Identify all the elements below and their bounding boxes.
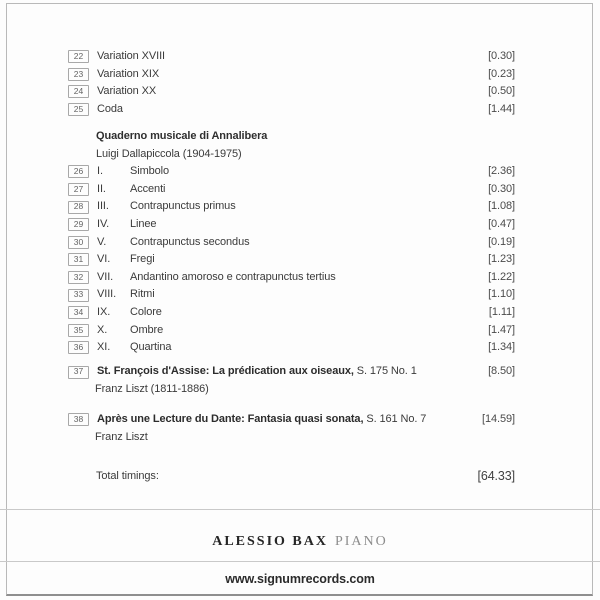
total-timings-label: Total timings: [96, 470, 159, 483]
track-time: [1.11] [488, 305, 515, 318]
track-list-top [68, 48, 515, 118]
movement-numeral: IV. [97, 217, 110, 230]
track-title: Ritmi [130, 288, 155, 301]
track-number: 30 [73, 236, 84, 247]
track-number-box [68, 289, 89, 302]
track-title: Simbolo [130, 165, 170, 178]
track-time: [1.22] [488, 270, 515, 283]
artist-band [0, 524, 600, 560]
track-title-catalog: S. 175 No. 1 [353, 365, 417, 378]
track-row [68, 66, 515, 84]
track-time: [8.50] [488, 365, 515, 378]
track-number-box [68, 324, 89, 337]
track-title: Fregi [130, 253, 155, 266]
track-number-box [68, 165, 89, 178]
track-title: Variation XVIII [97, 50, 165, 62]
track-time: [0.19] [488, 235, 515, 248]
track-title: Contrapunctus primus [130, 200, 236, 213]
total-timings-row [96, 468, 515, 486]
track-time: [14.59] [482, 412, 515, 425]
movement-numeral: X. [97, 323, 108, 336]
track-number: 33 [73, 289, 84, 300]
movement-numeral: V. [97, 235, 107, 248]
track-row [68, 234, 515, 252]
movement-numeral: IX. [97, 305, 111, 318]
work-header [96, 128, 515, 163]
track-time: [0.30] [488, 50, 515, 62]
movement-numeral: III. [97, 200, 109, 213]
track-row [68, 251, 515, 269]
track-number: 24 [73, 86, 84, 97]
track-number-box [68, 271, 89, 284]
track-composer: Franz Liszt (1811-1886) [95, 383, 209, 396]
track-number: 36 [73, 342, 84, 353]
track-title: Quartina [130, 341, 172, 354]
track-time: [1.08] [488, 200, 515, 213]
track-number-box [68, 341, 89, 354]
track-row [68, 411, 515, 429]
track-number-box [68, 236, 89, 249]
movement-numeral: VII. [97, 270, 114, 283]
track-number-box [68, 50, 89, 63]
track-row [68, 363, 515, 381]
track-title: Variation XX [97, 85, 157, 98]
track-title [97, 411, 426, 429]
track-number: 26 [73, 166, 84, 177]
track-time: [1.23] [488, 253, 515, 266]
website-url: www.signumrecords.com [225, 571, 375, 586]
track-number-box [68, 201, 89, 214]
track-number-box [68, 253, 89, 266]
track-row [68, 101, 515, 119]
track-row [68, 198, 515, 216]
track-number: 37 [73, 366, 84, 377]
work-title: Quaderno musicale di Annalibera [96, 129, 268, 142]
track-number: 25 [73, 103, 84, 114]
track-number: 31 [73, 254, 84, 265]
track-number-box [68, 85, 89, 98]
track-row [68, 269, 515, 287]
track-title [97, 363, 417, 381]
track-time: [1.44] [488, 102, 515, 115]
track-row [68, 286, 515, 304]
total-timings-value: [64.33] [477, 469, 515, 484]
featured-track [68, 411, 515, 446]
track-time: [1.34] [488, 341, 515, 354]
track-number: 28 [73, 201, 84, 212]
track-title-catalog: S. 161 No. 7 [363, 412, 427, 425]
track-row [68, 163, 515, 181]
track-title: Colore [130, 305, 162, 318]
website-band [0, 562, 600, 595]
track-row [68, 181, 515, 199]
track-row [68, 304, 515, 322]
track-number: 23 [73, 68, 84, 79]
track-number: 29 [73, 218, 84, 229]
track-number: 22 [73, 51, 84, 61]
track-row [68, 48, 515, 66]
track-time: [0.23] [488, 67, 515, 80]
track-number: 38 [73, 413, 84, 424]
movement-numeral: I. [97, 165, 103, 178]
movement-numeral: VIII. [97, 288, 117, 301]
track-title-main: St. François d'Assise: La prédication aux oiseaux, [97, 365, 354, 378]
track-title: Variation XIX [97, 67, 160, 80]
track-number: 34 [73, 306, 84, 317]
track-row [68, 339, 515, 357]
track-row [68, 322, 515, 340]
track-title-main: Après une Lecture du Dante: Fantasia quasi sonata, [97, 412, 364, 425]
artist-role: PIANO [334, 534, 388, 549]
track-number-box [68, 68, 89, 81]
track-number-box [68, 218, 89, 231]
track-time: [0.50] [488, 85, 515, 98]
track-time: [1.47] [488, 323, 515, 336]
track-time: [0.47] [488, 217, 515, 230]
track-time: [2.36] [488, 165, 515, 178]
featured-tracks [68, 363, 515, 446]
track-number: 32 [73, 271, 84, 282]
track-number-box [68, 413, 89, 426]
divider-above-artist [0, 509, 600, 510]
track-title: Ombre [130, 323, 164, 336]
track-number-box [68, 366, 89, 379]
movement-numeral: XI. [97, 341, 111, 354]
track-title: Andantino amoroso e contrapunctus tertius [130, 270, 336, 283]
featured-track [68, 363, 515, 398]
work-composer: Luigi Dallapiccola (1904-1975) [96, 147, 242, 160]
track-number-box [68, 103, 89, 116]
track-composer: Franz Liszt [95, 430, 148, 443]
track-title: Contrapunctus secondus [130, 235, 250, 248]
track-title: Accenti [130, 182, 166, 195]
track-number: 27 [73, 183, 84, 194]
movement-numeral: II. [97, 182, 106, 195]
track-title: Coda [97, 102, 123, 115]
track-number-box [68, 306, 89, 319]
track-list-section [68, 163, 515, 357]
movement-numeral: VI. [97, 253, 111, 266]
tracklist-content [68, 48, 515, 486]
track-time: [0.30] [488, 182, 515, 195]
track-title: Linee [130, 217, 157, 230]
track-time: [1.10] [488, 288, 515, 301]
track-row [68, 216, 515, 234]
track-number: 35 [73, 324, 84, 335]
track-row [68, 83, 515, 101]
track-number-box [68, 183, 89, 196]
artist-name: ALESSIO BAX [212, 534, 328, 549]
